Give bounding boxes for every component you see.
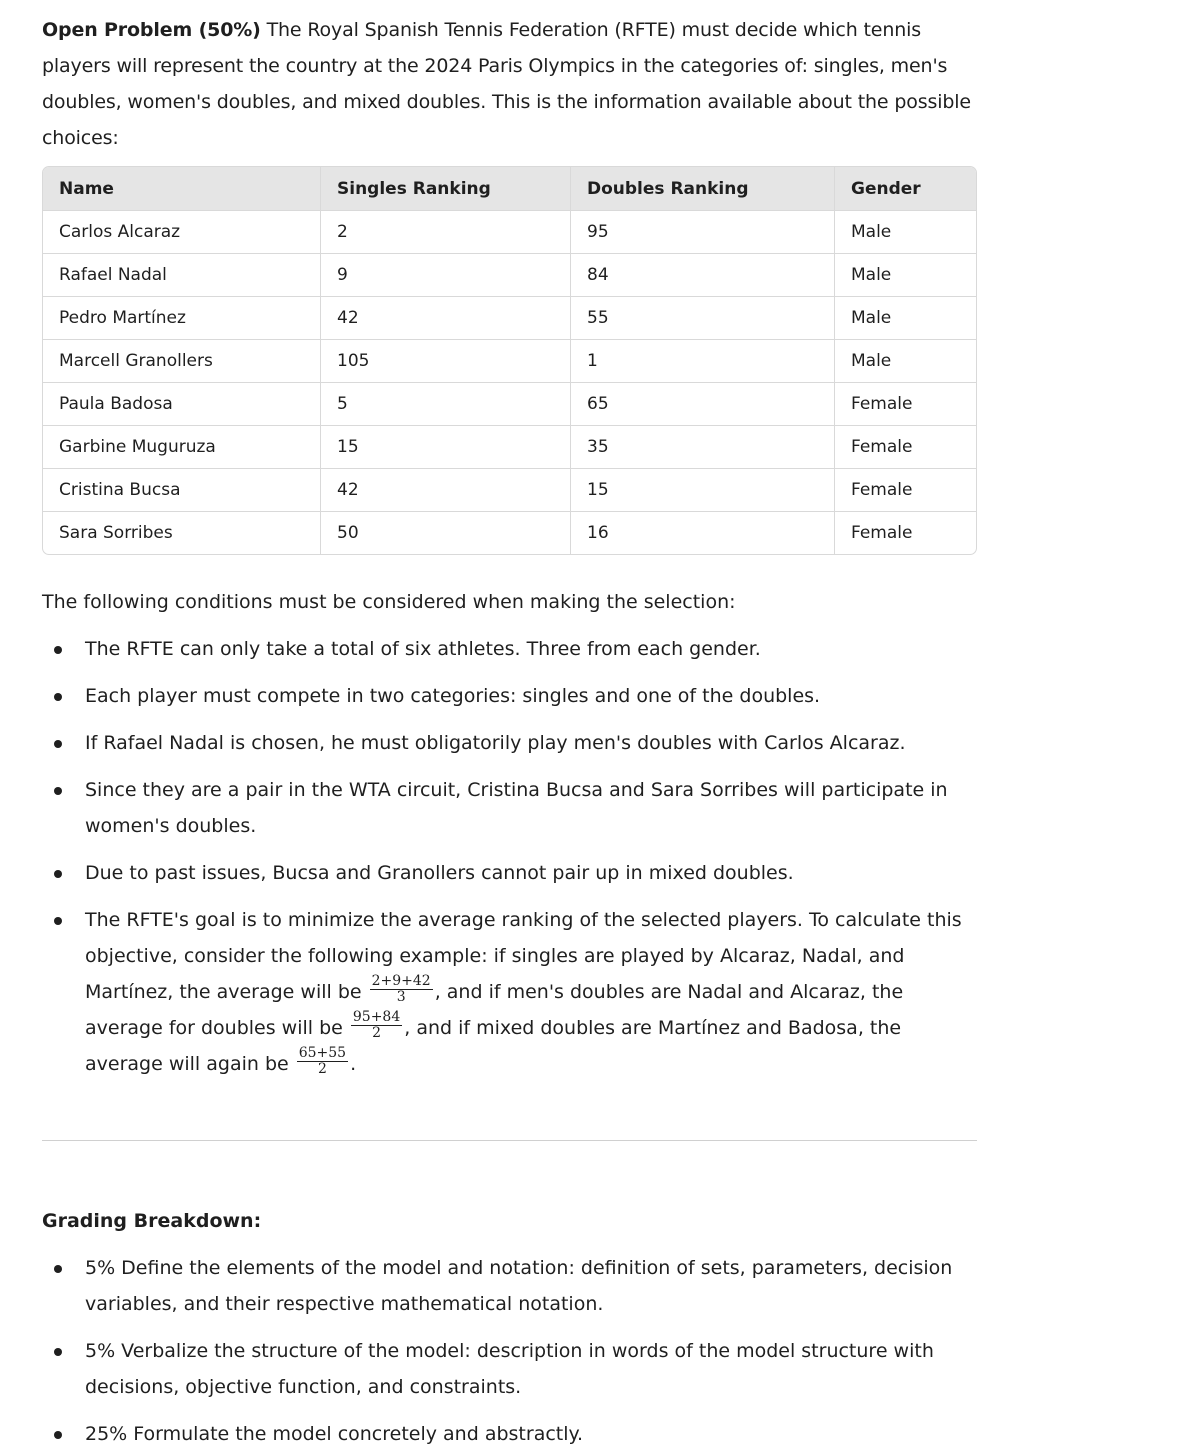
cell-name: Paula Badosa xyxy=(43,383,321,426)
cell-gender: Male xyxy=(835,254,976,297)
header-singles-ranking: Singles Ranking xyxy=(321,167,571,211)
table-row xyxy=(43,297,976,340)
fraction-numerator: 95+84 xyxy=(352,1009,401,1025)
objective-text-2: , and if men's doubles are Nadal and Alcaraz, the average for doubles will be xyxy=(85,981,904,1039)
cell-doubles: 35 xyxy=(571,426,835,469)
cell-doubles: 15 xyxy=(571,469,835,512)
table-row xyxy=(43,469,976,512)
cell-doubles: 65 xyxy=(571,383,835,426)
cell-singles: 42 xyxy=(321,469,571,512)
problem-text: The Royal Spanish Tennis Federation (RFTE) must decide which tennis players will represent the country at the 2024 Paris Olympics in the categories of: singles, men's doubles, women's doubles, and mixed doubles. This is the information available about the possible choices: xyxy=(42,19,971,149)
list-item: The RFTE can only take a total of six athletes. Three from each gender. xyxy=(42,631,977,667)
cell-name: Cristina Bucsa xyxy=(43,469,321,512)
players-table xyxy=(42,166,977,555)
cell-singles: 15 xyxy=(321,426,571,469)
header-gender: Gender xyxy=(835,167,976,211)
objective-text-3: , and if mixed doubles are Martínez and Badosa, the average will again be xyxy=(85,1017,902,1075)
cell-singles: 2 xyxy=(321,211,571,254)
problem-lead: Open Problem (50%) xyxy=(42,19,261,41)
cell-name: Pedro Martínez xyxy=(43,297,321,340)
conditions-list xyxy=(42,631,977,1082)
grading-title: Grading Breakdown: xyxy=(42,1210,262,1232)
cell-name: Rafael Nadal xyxy=(43,254,321,297)
cell-singles: 50 xyxy=(321,512,571,554)
objective-item xyxy=(42,902,977,1082)
problem-intro xyxy=(42,12,977,156)
list-item: If Rafael Nadal is chosen, he must obligatorily play men's doubles with Carlos Alcaraz. xyxy=(42,725,977,761)
fraction-denominator: 3 xyxy=(396,989,406,1005)
section-divider xyxy=(42,1140,977,1141)
table-row xyxy=(43,512,976,554)
table-row xyxy=(43,211,976,254)
cell-gender: Male xyxy=(835,297,976,340)
header-name: Name xyxy=(43,167,321,211)
cell-name: Sara Sorribes xyxy=(43,512,321,554)
cell-name: Carlos Alcaraz xyxy=(43,211,321,254)
cell-gender: Female xyxy=(851,523,913,543)
cell-gender: Male xyxy=(835,340,976,383)
fraction-doubles-average xyxy=(351,1010,402,1041)
cell-gender: Female xyxy=(835,383,976,426)
list-item: 5% Define the elements of the model and notation: definition of sets, parameters, decision variables, and their respective mathematical notation. xyxy=(42,1250,977,1322)
objective-text-1: The RFTE's goal is to minimize the average ranking of the selected players. To calculate this objective, consider the following example: if singles are played by Alcaraz, Nadal, and Martínez, the average will be xyxy=(85,909,962,1003)
table-row xyxy=(43,383,976,426)
cell-doubles: 84 xyxy=(571,254,835,297)
header-doubles-ranking: Doubles Ranking xyxy=(571,167,835,211)
list-item: Each player must compete in two categories: singles and one of the doubles. xyxy=(42,678,977,714)
cell-singles: 5 xyxy=(321,383,571,426)
fraction-numerator: 65+55 xyxy=(298,1045,347,1061)
cell-gender: Female xyxy=(835,426,976,469)
table-row xyxy=(43,254,976,297)
cell-doubles: 16 xyxy=(571,512,835,554)
cell-gender: Male xyxy=(835,211,976,254)
grading-list xyxy=(42,1250,977,1452)
fraction-singles-average xyxy=(370,974,433,1005)
table-row xyxy=(43,426,976,469)
table-row xyxy=(43,340,976,383)
objective-text-4: . xyxy=(350,1053,357,1075)
fraction-denominator: 2 xyxy=(372,1025,382,1041)
cell-singles: 9 xyxy=(321,254,571,297)
cell-doubles: 55 xyxy=(571,297,835,340)
table-header-row xyxy=(43,167,976,211)
cell-singles: 42 xyxy=(321,297,571,340)
cell-doubles: 95 xyxy=(571,211,835,254)
list-item: 25% Formulate the model concretely and abstractly. xyxy=(42,1416,977,1452)
fraction-denominator: 2 xyxy=(317,1061,327,1077)
cell-singles: 105 xyxy=(321,340,571,383)
cell-gender: Female xyxy=(835,469,976,512)
cell-name: Garbine Muguruza xyxy=(43,426,321,469)
cell-doubles: 1 xyxy=(571,340,835,383)
document-content xyxy=(42,12,977,1452)
list-item: Since they are a pair in the WTA circuit, Cristina Bucsa and Sara Sorribes will participate in women's doubles. xyxy=(42,772,977,844)
cell-name: Marcell Granollers xyxy=(43,340,321,383)
list-item: Due to past issues, Bucsa and Granollers cannot pair up in mixed doubles. xyxy=(42,855,977,891)
conditions-intro: The following conditions must be considered when making the selection: xyxy=(42,591,736,613)
list-item: 5% Verbalize the structure of the model: description in words of the model structure with decisions, objective function, and constraints. xyxy=(42,1333,977,1405)
fraction-mixed-average xyxy=(297,1046,348,1077)
fraction-numerator: 2+9+42 xyxy=(371,973,431,989)
